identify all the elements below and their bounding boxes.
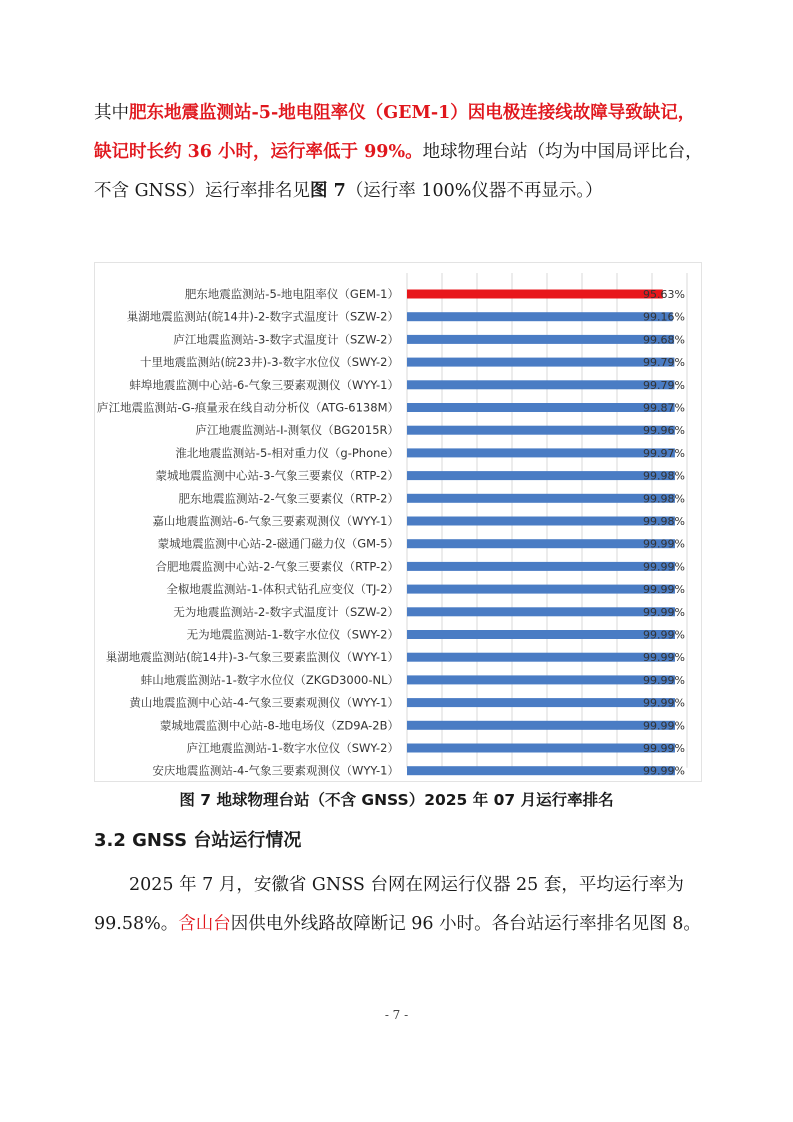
bar	[407, 675, 675, 684]
bar	[407, 607, 675, 616]
figure-caption: 图 7 地球物理台站（不含 GNSS）2025 年 07 月运行率排名	[179, 791, 614, 809]
category-label: 蚌埠地震监测中心站-6-气象三要素观测仪（WYY-1）	[129, 377, 399, 392]
category-label: 嘉山地震监测站-6-气象三要素观测仪（WYY-1）	[152, 514, 399, 528]
value-label: 99.99%	[643, 719, 685, 733]
bar	[407, 448, 675, 457]
category-label: 肥东地震监测站-5-地电阻率仪（GEM-1）	[184, 287, 399, 301]
value-label: 99.79%	[643, 378, 685, 392]
category-label: 蒙城地震监测中心站-8-地电场仪（ZD9A-2B）	[159, 718, 399, 733]
bar	[407, 312, 673, 321]
highlight-station: 含山台	[178, 914, 231, 934]
value-label: 99.98%	[643, 469, 685, 483]
bar	[407, 721, 675, 730]
value-label: 99.99%	[643, 651, 685, 665]
bar	[407, 698, 675, 707]
bar	[407, 403, 675, 412]
category-label: 淮北地震监测站-5-相对重力仪（g-Phone）	[175, 445, 399, 460]
value-label: 99.87%	[643, 401, 685, 415]
value-label: 99.16%	[643, 310, 685, 324]
ranking-chart	[94, 262, 702, 782]
value-label: 95.63%	[643, 288, 685, 301]
text-segment: 其中	[94, 103, 129, 123]
bar	[407, 585, 675, 594]
figure-reference: 图 7	[310, 181, 346, 201]
value-label: 99.99%	[643, 537, 685, 551]
category-label: 庐江地震监测站-3-数字式温度计（SZW-2）	[173, 332, 399, 347]
bar	[407, 562, 675, 571]
category-label: 蒙城地震监测中心站-2-磁通门磁力仪（GM-5）	[157, 536, 399, 551]
text-segment: （运行率 100%仪器不再显示。）	[345, 181, 603, 201]
paragraph-gnss	[94, 866, 706, 944]
value-label: 99.99%	[643, 605, 685, 619]
value-label: 99.99%	[643, 560, 685, 574]
category-label: 肥东地震监测站-2-气象三要素仪（RTP-2）	[178, 491, 399, 506]
bar	[407, 335, 674, 344]
category-label: 蒙城地震监测中心站-3-气象三要素仪（RTP-2）	[155, 468, 399, 483]
bar	[407, 494, 675, 503]
category-label: 庐江地震监测站-1-数字水位仪（SWY-2）	[186, 741, 399, 755]
bar	[407, 290, 663, 299]
category-label: 安庆地震监测站-4-气象三要素观测仪（WYY-1）	[152, 763, 399, 778]
ranking-chart-svg	[95, 263, 701, 781]
value-label: 99.99%	[643, 764, 685, 778]
value-label: 99.99%	[643, 742, 685, 755]
category-label: 黄山地震监测中心站-4-气象三要素观测仪（WYY-1）	[129, 695, 399, 710]
page-number: - 7 -	[384, 1008, 409, 1022]
bar	[407, 744, 675, 753]
bar	[407, 358, 674, 367]
value-label: 99.99%	[643, 673, 685, 687]
category-label: 蚌山地震监测站-1-数字水位仪（ZKGD3000-NL）	[140, 672, 399, 687]
category-label: 巢湖地震监测站(皖14井)-2-数字式温度计（SZW-2）	[126, 309, 399, 324]
bar	[407, 517, 675, 526]
category-label: 十里地震监测站(皖23井)-3-数字水位仪（SWY-2）	[139, 355, 399, 370]
value-label: 99.98%	[643, 492, 685, 506]
value-label: 99.97%	[643, 446, 685, 460]
category-label: 庐江地震监测站-G-痕量汞在线自动分析仪（ATG-6138M）	[97, 400, 399, 415]
text-segment: 地球物理台站（均为中国局评比台，不含 GNSS）运行率排名见	[94, 142, 703, 201]
category-label: 全椒地震监测站-1-体积式钻孔应变仪（TJ-2）	[166, 582, 399, 597]
value-label: 99.99%	[643, 583, 685, 597]
value-label: 99.98%	[643, 515, 685, 528]
value-label: 99.96%	[643, 424, 685, 438]
value-label: 99.68%	[643, 333, 685, 347]
bar	[407, 380, 674, 389]
category-label: 庐江地震监测站-I-测氡仪（BG2015R）	[195, 423, 399, 438]
value-label: 99.99%	[643, 628, 685, 642]
bar	[407, 471, 675, 480]
category-label: 无为地震监测站-1-数字水位仪（SWY-2）	[186, 627, 399, 642]
category-label: 合肥地震监测中心站-2-气象三要素仪（RTP-2）	[155, 559, 399, 574]
paragraph-intro	[94, 94, 706, 211]
bar	[407, 426, 675, 435]
text-segment: 因供电外线路故障断记 96 小时。各台站运行率排名见图 8。	[230, 914, 701, 934]
section-heading: 3.2 GNSS 台站运行情况	[94, 830, 302, 851]
category-label: 无为地震监测站-2-数字式温度计（SZW-2）	[173, 604, 399, 619]
bar	[407, 630, 675, 639]
value-label: 99.99%	[643, 696, 685, 710]
bar	[407, 766, 675, 775]
bar	[407, 653, 675, 662]
highlight-text: 肥东地震监测站-5-地电阻率仪（GEM-1）因电极连接线故障导致缺记，缺记时长约 36 小时，运行率低于 99%。	[94, 103, 696, 162]
bar	[407, 539, 675, 548]
text-segment: 2025 年 7 月，安徽省 GNSS 台网在网运行仪器 25 套，平均运行率为 99.58%。	[94, 875, 684, 934]
category-label: 巢湖地震监测站(皖14井)-3-气象三要素监测仪（WYY-1）	[105, 650, 399, 665]
value-label: 99.79%	[643, 356, 685, 370]
